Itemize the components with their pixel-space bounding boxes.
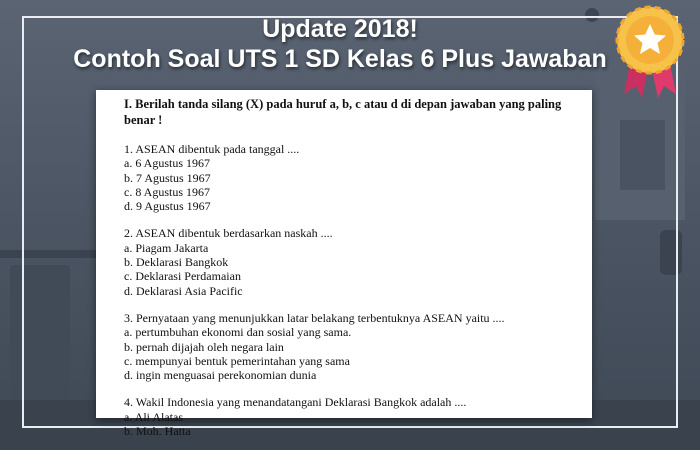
answer-option: d. Deklarasi Asia Pacific: [124, 283, 243, 298]
question-text: 2. ASEAN dibentuk berdasarkan naskah ....: [124, 226, 333, 241]
answer-option: b. 7 Agustus 1967: [124, 170, 211, 185]
answer-option: b. pernah dijajah oleh negara lain: [124, 339, 284, 354]
answer-option: c. 8 Agustus 1967: [124, 184, 211, 199]
title-line-2: Contoh Soal UTS 1 SD Kelas 6 Plus Jawaban: [73, 45, 607, 73]
answer-option: a. 6 Agustus 1967: [124, 156, 211, 171]
question-text: 1. ASEAN dibentuk pada tanggal ....: [124, 142, 300, 156]
answer-option: a. Ali Alatas: [124, 409, 183, 424]
question-block: [124, 311, 578, 382]
question-text: 3. Pernyataan yang menunjukkan latar belakang terbentuknya ASEAN yaitu ....: [124, 310, 505, 325]
title-line-1: Update 2018!: [262, 15, 418, 43]
question-block: [124, 395, 578, 438]
question-text: 4. Wakil Indonesia yang menandatangani Deklarasi Bangkok adalah ....: [124, 395, 467, 410]
answer-option: b. Moh. Hatta: [124, 424, 191, 439]
instruction-heading: I. Berilah tanda silang (X) pada huruf a, b, c atau d di depan jawaban yang paling benar !: [124, 97, 562, 127]
question-block: [124, 226, 578, 297]
exam-document: [96, 90, 592, 439]
answer-option: b. Deklarasi Bangkok: [124, 255, 229, 270]
answer-option: a. Piagam Jakarta: [124, 240, 209, 255]
answer-option: d. ingin menguasai perekonomian dunia: [124, 368, 317, 383]
star-medal-icon: [610, 2, 690, 100]
answer-option: c. Deklarasi Perdamaian: [124, 269, 241, 284]
banner-title: [60, 14, 620, 74]
question-block: [124, 142, 578, 213]
answer-option: d. 9 Agustus 1967: [124, 199, 211, 214]
answer-option: a. pertumbuhan ekonomi dan sosial yang sama.: [124, 325, 352, 340]
answer-option: c. mempunyai bentuk pemerintahan yang sama: [124, 353, 350, 368]
